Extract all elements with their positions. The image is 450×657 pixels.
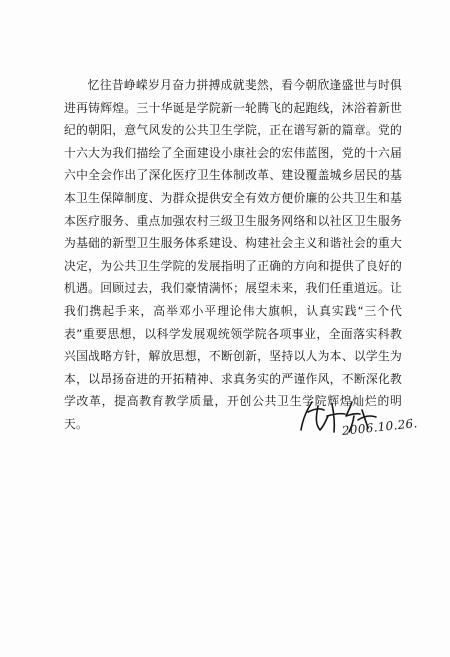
closing-paragraph: 忆往昔峥嵘岁月奋力拼搏成就斐然，看今朝欣逢盛世与时俱进再铸辉煌。三十华诞是学院新一轮腾飞的起跑线，沐浴着新世纪的朝阳，意气风发的公共卫生学院，正在谱写新的篇章。党的十六大为我们描绘了全面建设小康社会的宏伟蓝图，党的十六届六中全会作出了深化医疗卫生体制改革、建设覆盖城乡居民的基本卫生保障制度、为群众提供安全有效方便价廉的公共卫生和基本医疗服务、重点加强农村三级卫生服务网络和以社区卫生服务为基础的新型卫生服务体系建设、构建社会主义和谐社会的重大决定，为公共卫生学院的发展指明了正确的方向和提供了良好的机遇。回顾过去，我们豪情满怀；展望未来，我们任重道远。让我们携起手来，高举邓小平理论伟大旗帜，认真实践“三个代表”重要思想，以科学发展观统领学院各项事业，全面落实科教兴国战略方针，解放思想，不断创新，坚持以人为本、以学生为本，以昂扬奋进的开拓精神、求真务实的严谨作风，不断深化教学改革，提高教育教学质量，开创公共卫生学院辉煌灿烂的明天。: [64, 78, 402, 431]
body-text: [64, 74, 402, 436]
signature-block: [298, 396, 418, 446]
signature-date: 2006.10.26.: [341, 416, 419, 438]
